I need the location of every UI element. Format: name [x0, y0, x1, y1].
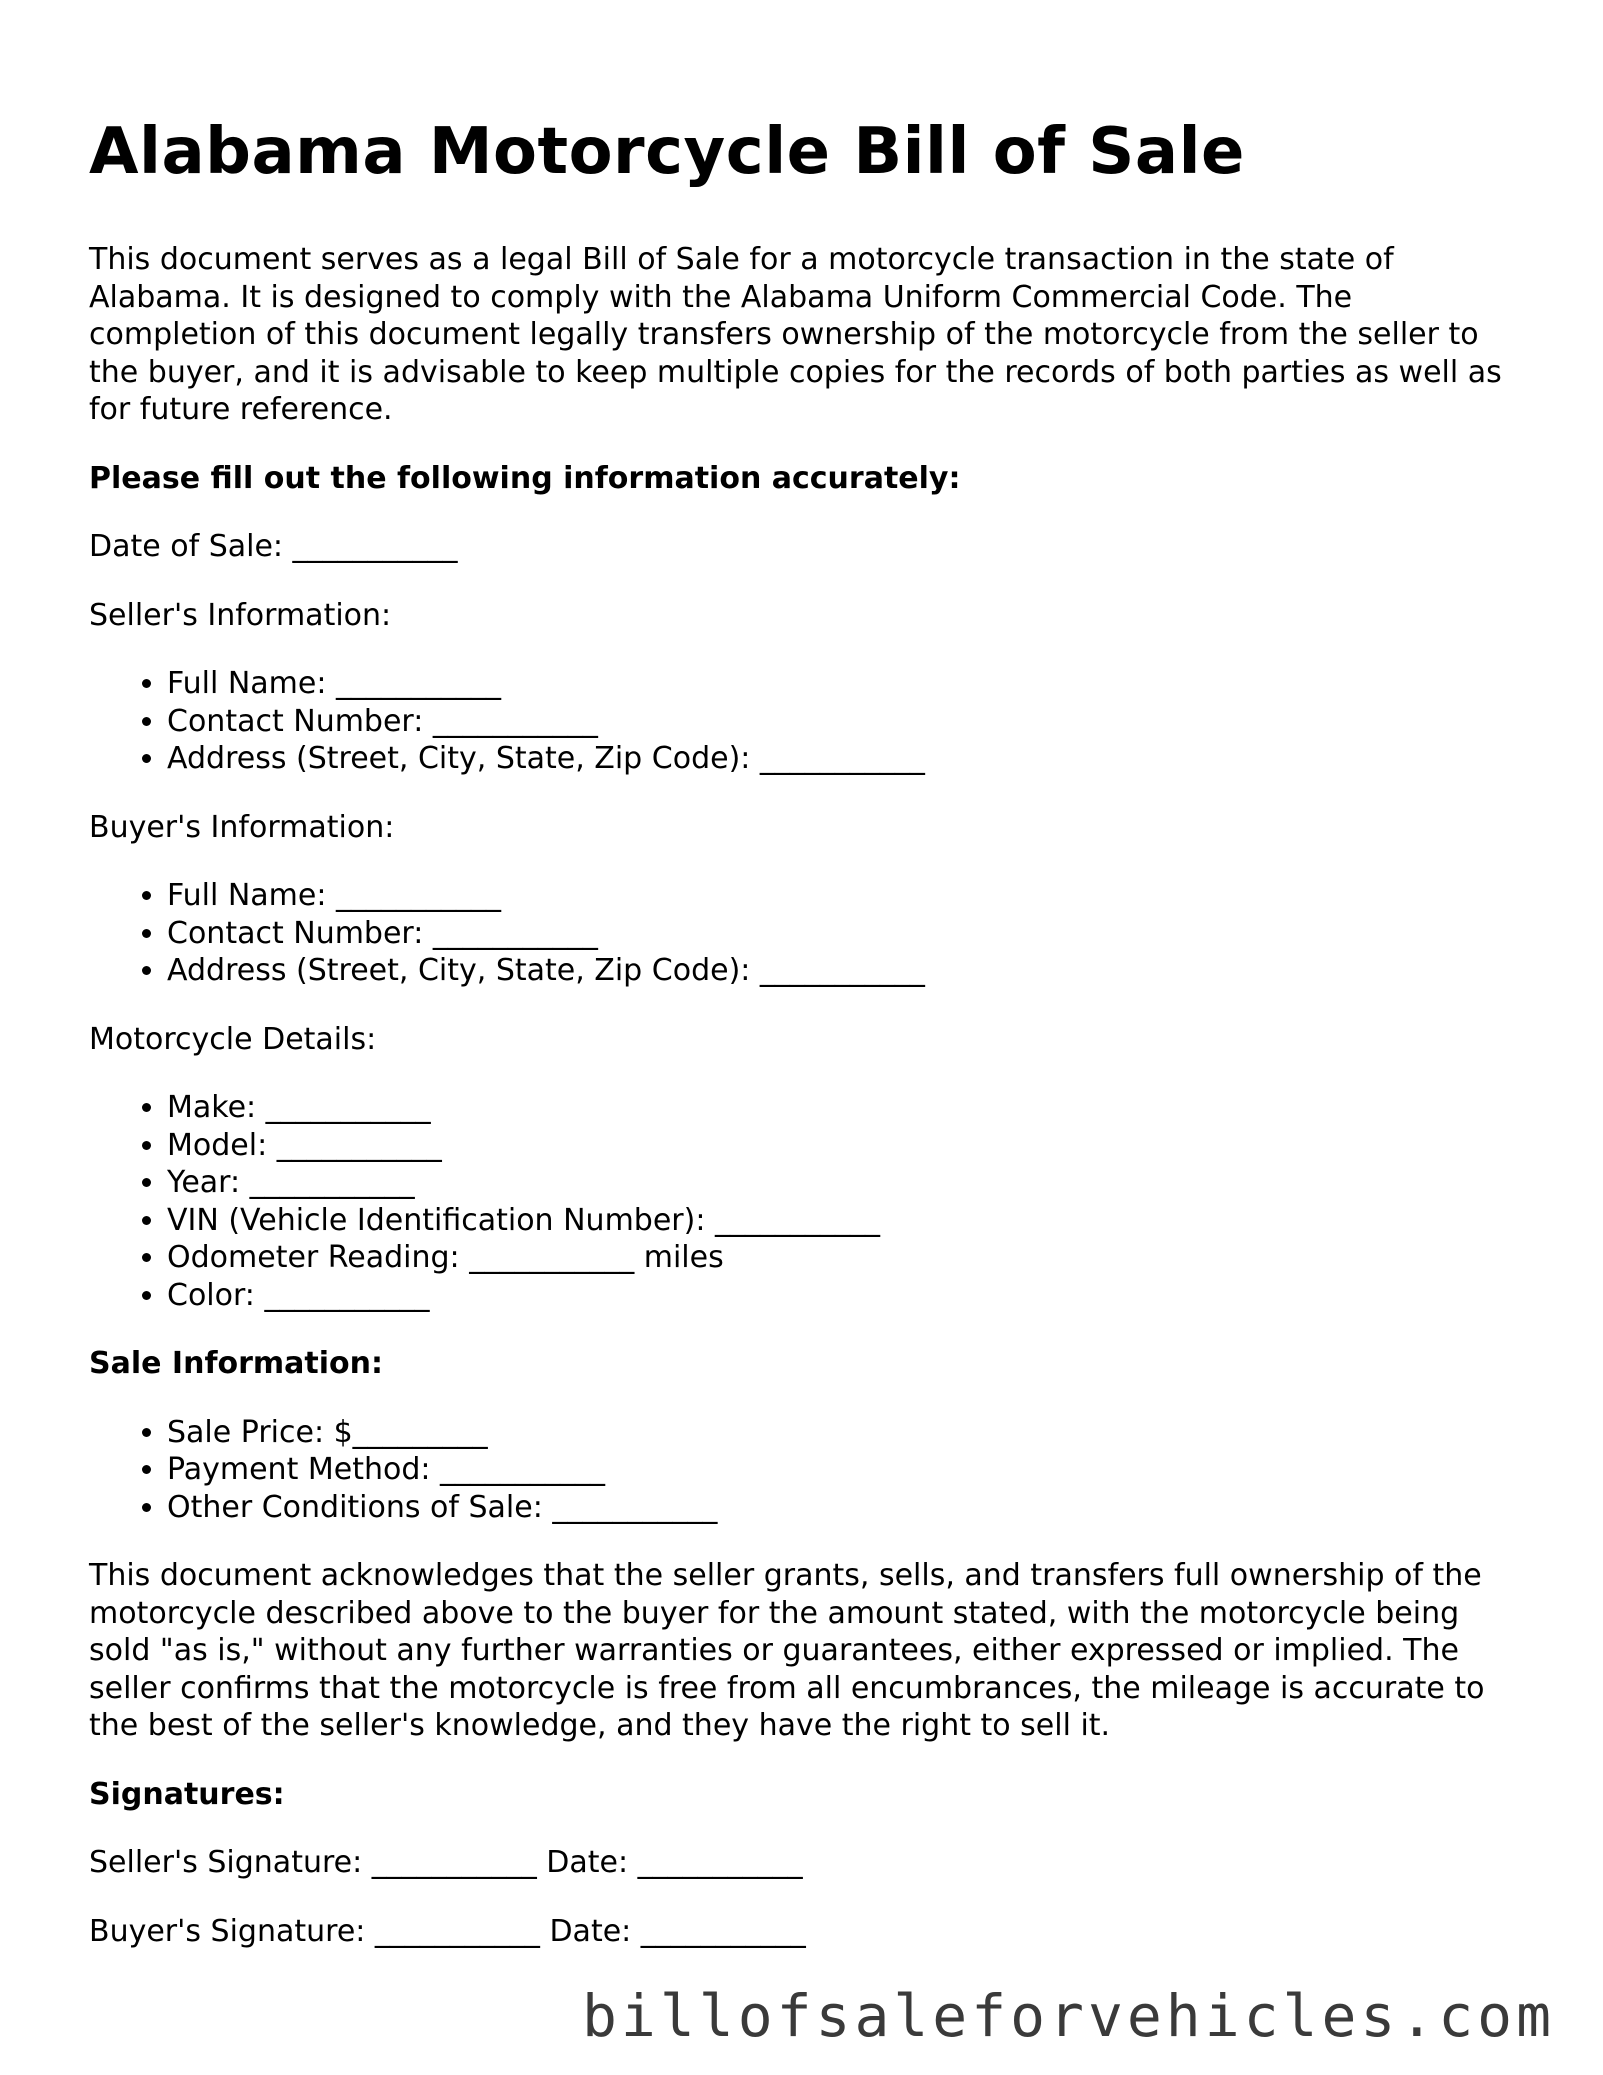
buyer-info-heading: Buyer's Information: [89, 809, 395, 845]
seller-address-field: • Address (Street, City, State, Zip Code): ___________ [167, 740, 1519, 778]
seller-contact-number-field: • Contact Number: ___________ [167, 703, 1519, 741]
year-field: • Year: ___________ [167, 1164, 1519, 1202]
buyer-address-field: • Address (Street, City, State, Zip Code): ___________ [167, 952, 1519, 990]
motorcycle-details-heading: Motorcycle Details: [89, 1021, 377, 1057]
instruction-heading: Please fill out the following information accurately: [89, 460, 961, 496]
sale-price-field: • Sale Price: $_________ [167, 1414, 1519, 1452]
buyer-signature-line: Buyer's Signature: ___________ Date: ___________ [89, 1913, 806, 1949]
sale-info-heading: Sale Information: [89, 1346, 383, 1381]
site-watermark: billofsaleforvehicles.com [582, 1982, 1555, 2050]
seller-info-heading: Seller's Information: [89, 597, 392, 633]
page-title: Alabama Motorcycle Bill of Sale [89, 115, 1245, 189]
buyer-full-name-field: • Full Name: ___________ [167, 877, 1519, 915]
seller-signature-line: Seller's Signature: ___________ Date: ___________ [89, 1845, 803, 1880]
seller-full-name-field: • Full Name: ___________ [167, 665, 1519, 703]
signatures-heading: Signatures: [89, 1776, 285, 1812]
acknowledgment-paragraph: This document acknowledges that the seller grants, sells, and transfers full ownership of the motorcycle described above to the buyer for the amount stated, with the motorcycle being sold "as is," without any further warranties or guarantees, either expressed or implied. The seller confirms that the motorcycle is free from all encumbrances, the mileage is accurate to the best of the seller's knowledge, and they have the right to sell it. [89, 1558, 1485, 1743]
motorcycle-details-list [89, 1089, 1519, 1314]
odometer-field: • Odometer Reading: ___________ miles [167, 1239, 1519, 1277]
make-field: • Make: ___________ [167, 1089, 1519, 1127]
date-of-sale-field: Date of Sale: ___________ [89, 529, 458, 564]
vin-field: • VIN (Vehicle Identification Number): ___________ [167, 1202, 1519, 1240]
buyer-contact-number-field: • Contact Number: ___________ [167, 915, 1519, 953]
buyer-info-list [89, 877, 1519, 990]
sale-info-list [89, 1414, 1519, 1527]
other-conditions-field: • Other Conditions of Sale: ___________ [167, 1489, 1519, 1527]
document-page [89, 110, 1519, 1950]
color-field: • Color: ___________ [167, 1277, 1519, 1315]
seller-info-list [89, 665, 1519, 778]
model-field: • Model: ___________ [167, 1127, 1519, 1165]
intro-paragraph: This document serves as a legal Bill of Sale for a motorcycle transaction in the state of Alabama. It is designed to comply with the Alabama Uniform Commercial Code. The completion of this document legally transfers ownership of the motorcycle from the seller to the buyer, and it is advisable to keep multiple copies for the records of both parties as well as for future reference. [89, 242, 1502, 427]
payment-method-field: • Payment Method: ___________ [167, 1451, 1519, 1489]
